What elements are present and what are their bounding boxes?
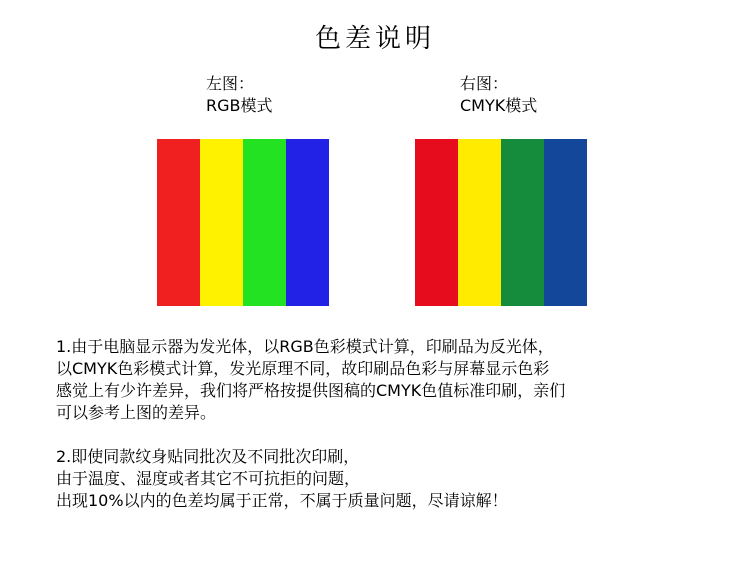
note-1-line: 可以参考上图的差异。 <box>56 403 217 422</box>
cmyk-bar-red <box>415 139 458 306</box>
rgb-bar-blue <box>286 139 329 306</box>
right-caption-label: 右图： <box>460 74 509 93</box>
left-caption-label: 左图： <box>206 74 255 93</box>
note-2-line: 2.即使同款纹身贴同批次及不同批次印刷， <box>56 447 360 466</box>
note-2-line: 由于温度、湿度或者其它不可抗拒的问题， <box>56 469 361 488</box>
right-caption <box>460 73 537 117</box>
note-2-line: 出现10%以内的色差均属于正常，不属于质量问题，尽请谅解！ <box>56 491 508 510</box>
cmyk-bar-blue <box>544 139 587 306</box>
left-caption <box>206 73 273 117</box>
note-1 <box>56 336 736 424</box>
right-caption-mode: CMYK模式 <box>460 96 538 115</box>
cmyk-bar-green <box>501 139 544 306</box>
note-gap <box>56 424 736 446</box>
rgb-bar-red <box>157 139 200 306</box>
note-1-line: 1.由于电脑显示器为发光体，以RGB色彩模式计算，印刷品为反光体， <box>56 337 554 356</box>
note-1-line: 以CMYK色彩模式计算，发光原理不同，故印刷品色彩与屏幕显示色彩 <box>56 359 550 378</box>
note-1-line: 感觉上有少许差异，我们将严格按提供图稿的CMYK色值标准印刷，亲们 <box>56 381 566 400</box>
page-title: 色差说明 <box>314 24 435 54</box>
cmyk-bar-yellow <box>458 139 501 306</box>
rgb-color-swatch <box>157 139 329 306</box>
cmyk-color-swatch <box>415 139 587 306</box>
left-caption-mode: RGB模式 <box>206 96 273 115</box>
notes <box>56 336 736 512</box>
rgb-bar-yellow <box>200 139 243 306</box>
note-2 <box>56 446 736 512</box>
rgb-bar-green <box>243 139 286 306</box>
